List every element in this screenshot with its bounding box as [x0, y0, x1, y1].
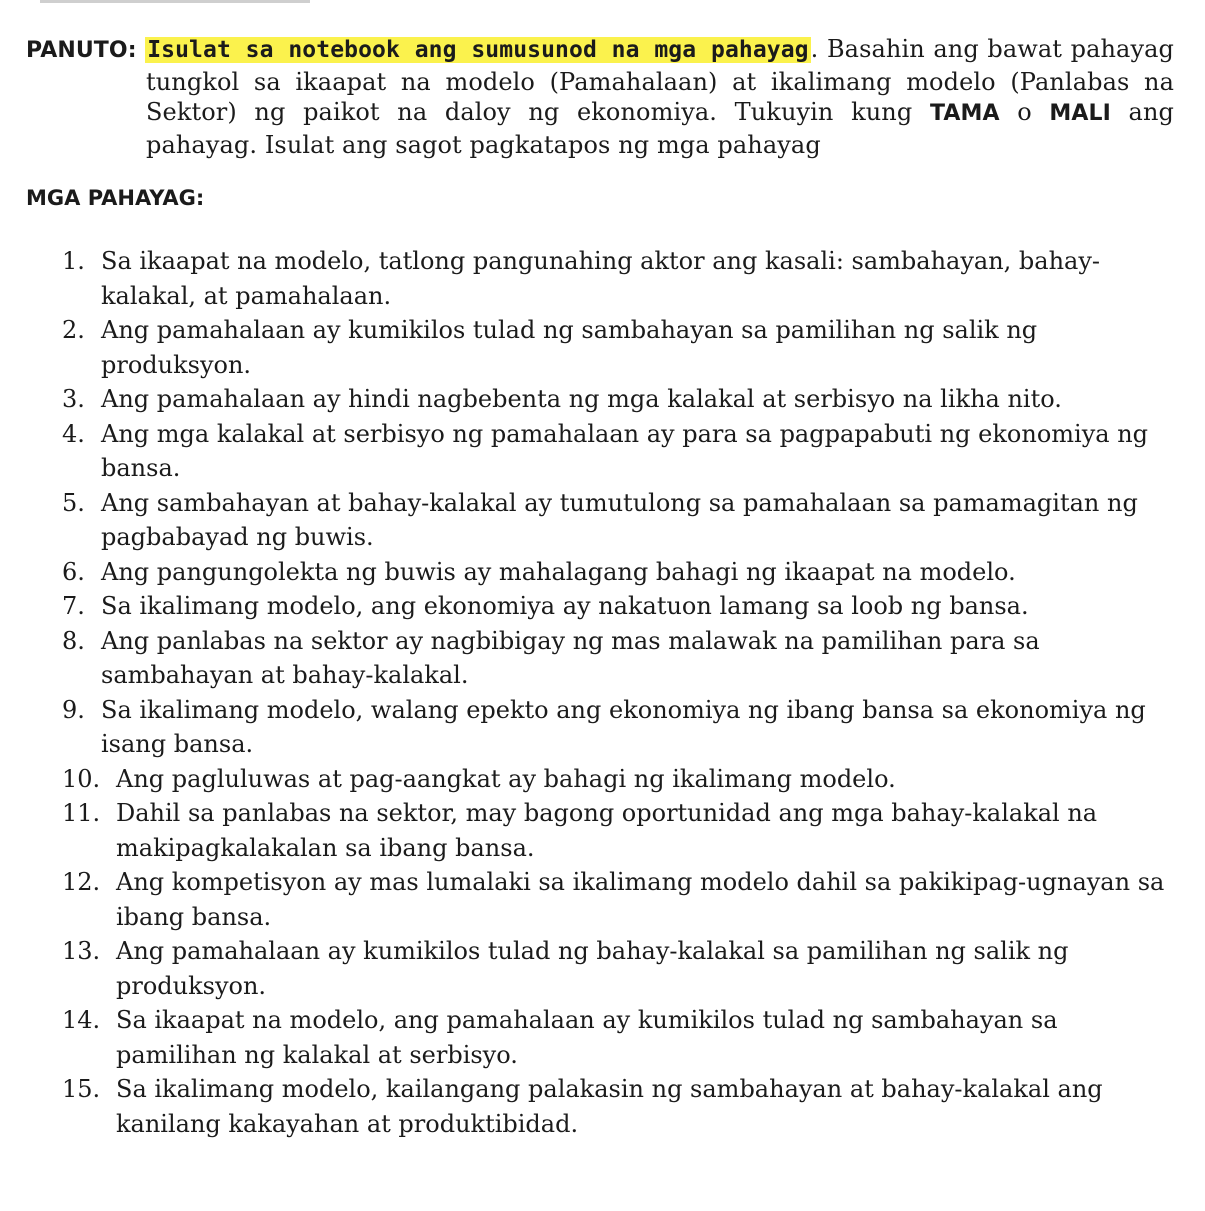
statement-item — [0, 762, 1180, 797]
section-title: MGA PAHAYAG: — [26, 186, 205, 210]
statement-number: 14. — [62, 1006, 101, 1034]
statement-text: Sa ikalimang modelo, ang ekonomiya ay nakatuon lamang sa loob ng bansa. — [101, 592, 1029, 620]
statement-text: Ang pagluluwas at pag-aangkat ay bahagi ng ikalimang modelo. — [116, 764, 896, 793]
statement-text: Dahil sa panlabas na sektor, may bagong oportunidad ang mga bahay-kalakal na makipagkalakalan sa ibang bansa. — [116, 799, 1098, 862]
instructions-text-1: . Basahin ang bawat pahayag tungkol sa ikaapat na modelo (Pamahalaan) at ikalimang modelo (Panlabas na Sektor) ng paikot na daloy ng ekonomiya. Tukuyin kung — [146, 35, 1174, 126]
statement-item — [0, 865, 1180, 934]
statement-number: 8. — [62, 626, 85, 655]
statement-number: 2. — [62, 316, 85, 344]
statement-text: Ang sambahayan at bahay-kalakal ay tumutulong sa pamahalaan sa pamamagitan ng pagbabayad ng buwis. — [101, 488, 1138, 551]
statement-text: Sa ikaapat na modelo, ang pamahalaan ay kumikilos tulad ng sambahayan sa pamilihan ng kalakal at serbisyo. — [116, 1006, 1058, 1069]
statement-item — [0, 624, 1180, 693]
highlighted-instruction: Isulat sa notebook ang sumusunod na mga pahayag — [147, 37, 809, 63]
statement-item — [0, 555, 1180, 590]
statement-number: 6. — [62, 557, 85, 586]
statement-text: Ang pamahalaan ay kumikilos tulad ng bahay-kalakal sa pamilihan ng salik ng produksyon. — [116, 937, 1069, 1000]
statement-item — [0, 244, 1180, 313]
statement-number: 5. — [62, 488, 85, 517]
statement-number: 15. — [62, 1075, 101, 1103]
statement-item — [0, 934, 1180, 1003]
tama-keyword: TAMA — [929, 101, 1000, 126]
statement-number: 13. — [62, 937, 101, 965]
statement-number: 1. — [62, 247, 85, 275]
statement-text: Sa ikalimang modelo, kailangang palakasin ng sambahayan at bahay-kalakal ang kanilang kakayahan at produktibidad. — [116, 1075, 1103, 1138]
statement-number: 10. — [62, 764, 101, 793]
statement-item — [0, 693, 1180, 762]
statement-number: 4. — [62, 419, 85, 448]
statement-text: Ang pamahalaan ay kumikilos tulad ng sambahayan sa pamilihan ng salik ng produksyon. — [101, 316, 1038, 379]
statement-item — [0, 796, 1180, 865]
statement-text: Ang mga kalakal at serbisyo ng pamahalaan ay para sa pagpapabuti ng ekonomiya ng bansa. — [101, 419, 1149, 482]
instructions-text-3: ang pahayag. Isulat ang sagot pagkatapos ng mga pahayag — [146, 98, 1174, 159]
statement-number: 12. — [62, 868, 101, 896]
statement-text: Sa ikalimang modelo, walang epekto ang ekonomiya ng ibang bansa sa ekonomiya ng isang bansa. — [101, 695, 1146, 758]
instructions-label: PANUTO: — [26, 38, 137, 63]
statement-text: Sa ikaapat na modelo, tatlong pangunahing aktor ang kasali: sambahayan, bahay-kalakal, at pamahalaan. — [101, 247, 1101, 310]
statement-item — [0, 486, 1180, 555]
statement-text: Ang panlabas na sektor ay nagbibigay ng mas malawak na pamilihan para sa sambahayan at bahay-kalakal. — [101, 626, 1040, 689]
instructions-text-2: o — [999, 98, 1050, 126]
instructions-paragraph — [26, 34, 1174, 160]
mali-keyword: MALI — [1049, 101, 1111, 126]
statement-item — [0, 1072, 1180, 1141]
top-rule — [40, 0, 310, 3]
statement-item — [0, 382, 1180, 417]
statement-number: 11. — [62, 799, 101, 827]
statement-item — [0, 417, 1180, 486]
statement-text: Ang kompetisyon ay mas lumalaki sa ikalimang modelo dahil sa pakikipag-ugnayan sa ibang bansa. — [116, 868, 1165, 931]
statement-item — [0, 1003, 1180, 1072]
statement-number: 7. — [62, 592, 85, 620]
statement-item — [0, 589, 1180, 624]
statement-text: Ang pangungolekta ng buwis ay mahalagang bahagi ng ikaapat na modelo. — [101, 557, 1016, 586]
statement-text: Ang pamahalaan ay hindi nagbebenta ng mga kalakal at serbisyo na likha nito. — [101, 385, 1062, 413]
statements-list — [0, 244, 1180, 1141]
statement-number: 9. — [62, 695, 85, 724]
statement-item — [0, 313, 1180, 382]
statement-number: 3. — [62, 385, 85, 413]
